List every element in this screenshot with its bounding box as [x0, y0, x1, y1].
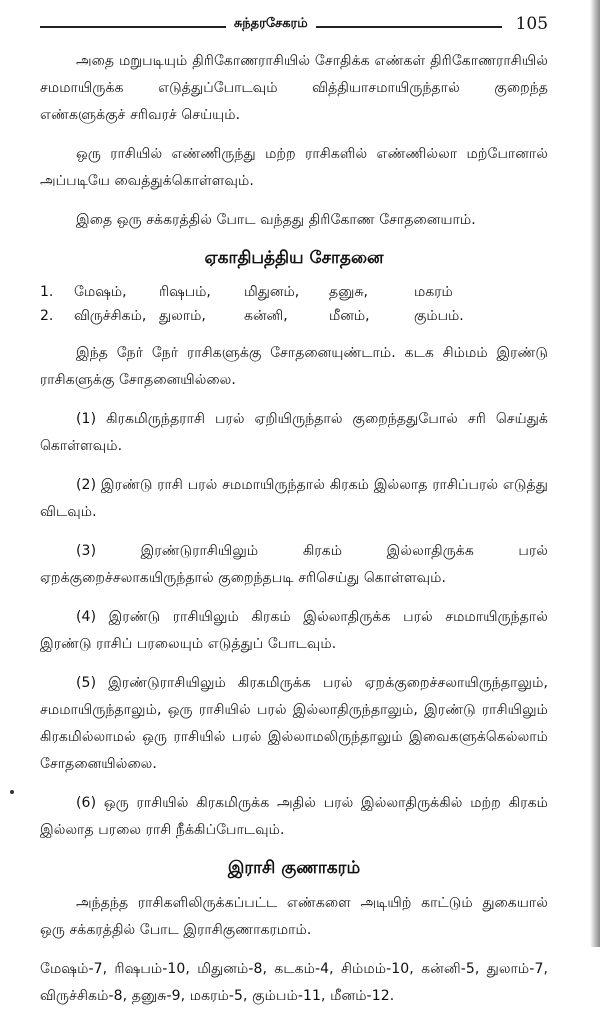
list-item: மேஷம், [74, 284, 127, 300]
list-row [40, 280, 548, 304]
paragraph: அந்தந்த ராசிகளிலிருக்கப்பட்ட எண்களை அடியிற் காட்டும் துகையால் ஒரு சக்கரத்தில் போட இராசிகுணாகரமாம். [40, 895, 548, 938]
paragraph: (2) இரண்டு ராசி பரல் சமமாயிருந்தால் கிரகம் இல்லாத ராசிப்பரல் எடுத்து விடவும். [40, 477, 548, 520]
stray-ink-dot [10, 790, 14, 794]
list-item: தனுசு, [329, 284, 368, 300]
header-rule-right [316, 26, 502, 28]
page-spine-shadow [590, 0, 600, 947]
page-number: 105 [515, 14, 549, 34]
list-item: கும்பம். [414, 308, 464, 324]
list-item: ரிஷபம், [159, 284, 211, 300]
paragraph: இதை ஒரு சக்கரத்தில் போட வந்தது திரிகோண சோதனையாம். [76, 212, 476, 228]
paragraph: (6) ஒரு ராசியில் கிரகமிருக்க அதில் பரல் இல்லாதிருக்கில் மற்ற கிரகம் இல்லாத பரலை ராசி நீக்கிப்போடவும். [40, 795, 548, 838]
paragraph: (4) இரண்டு ராசியிலும் கிரகம் இல்லாதிருக்க பரல் சமமாயிருந்தால் இரண்டு ராசிப் பரலையும் எடுத்துப் போடவும். [40, 609, 548, 652]
header-title: சுந்தரசேகரம் [233, 16, 308, 31]
header-rule-left [40, 26, 226, 28]
paragraph: ஒரு ராசியில் எண்ணிருந்து மற்ற ராசிகளில் எண்ணில்லா மற்போனால் அப்படியே வைத்துக்கொள்ளவும். [40, 146, 548, 189]
list-number: 2. [40, 308, 54, 324]
section-heading: ஏகாதிபத்திய சோதனை [204, 248, 384, 268]
paragraph: அதை மறுபடியும் திரிகோணராசியில் சோதிக்க எண்கள் திரிகோணராசியில் சமமாயிருக்க எடுத்துப்போடவும் வித்தியாசமாயிருந்தால் குறைந்த எண்களுக்குச் சரிவரச் செய்யும். [40, 53, 548, 123]
running-header [40, 0, 548, 48]
list-item: விருச்சிகம், [74, 308, 147, 324]
paragraph: (5) இரண்டுராசியிலும் கிரகமிருக்க பரல் ஏறக்குறைச்சலாயிருந்தாலும், சமமாயிருந்தாலும், ஒரு ராசியில் பரல் இல்லாதிருந்தாலும், இரண்டு ராசியிலும் கிரகமில்லாமல் ஒரு ராசியில் பரல் இல்லாமலிருந்தாலும் இவைகளுக்கெல்லாம் சோதனையில்லை. [40, 675, 548, 772]
rasi-list [40, 280, 548, 328]
list-item: மீனம், [329, 308, 370, 324]
list-item: மகரம் [414, 284, 453, 300]
list-item: மிதுனம், [244, 284, 300, 300]
list-number: 1. [40, 284, 54, 300]
section-heading: இராசி குணாகரம் [227, 858, 361, 878]
list-item: துலாம், [159, 308, 206, 324]
list-item: கன்னி, [244, 308, 288, 324]
rasi-gain-values: மேஷம்-7, ரிஷபம்-10, மிதுனம்-8, கடகம்-4, சிம்மம்-10, கன்னி-5, துலாம்-7, விருச்சிகம்-8, தனுசு-9, மகரம்-5, கும்பம்-11, மீனம்-12. [40, 961, 548, 1004]
paragraph: (3) இரண்டுராசியிலும் கிரகம் இல்லாதிருக்க பரல் ஏறக்குறைச்சலாகயிருந்தால் குறைந்தபடி சரிசெய்து கொள்ளவும். [40, 543, 548, 586]
paragraph: (1) கிரகமிருந்தராசி பரல் ஏறியிருந்தால் குறைந்ததுபோல் சரி செய்துக் கொள்ளவும். [40, 411, 548, 454]
list-row [40, 304, 548, 328]
paragraph: இந்த நேர் நேர் ராசிகளுக்கு சோதனையுண்டாம். கடக சிம்மம் இரண்டு ராசிகளுக்கு சோதனையில்லை. [40, 345, 548, 388]
